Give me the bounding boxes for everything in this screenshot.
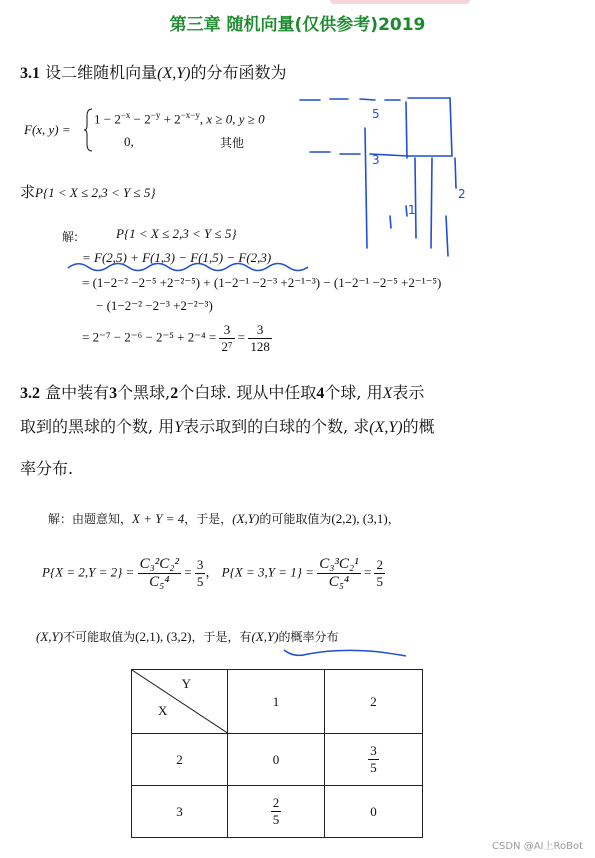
col-header: 2 — [324, 670, 422, 734]
fraction — [219, 322, 234, 355]
table-corner — [132, 670, 228, 734]
statement-text: 的分布函数为 — [190, 63, 287, 82]
numerator: 2 — [376, 557, 383, 572]
exp: −x — [120, 110, 131, 120]
sol-text: ，于是， — [184, 512, 233, 526]
table-cell: 0 — [324, 786, 422, 838]
separator: ， — [205, 564, 219, 580]
case-2-expr: 0, — [124, 134, 134, 149]
exp: −y — [150, 110, 161, 120]
col-header: 1 — [227, 670, 324, 734]
case1-expr: − 2 — [130, 111, 151, 127]
fraction — [317, 556, 360, 591]
left-brace — [84, 108, 94, 152]
equals: = — [184, 564, 192, 580]
numerator: 3 — [219, 322, 234, 339]
row-header: 3 — [132, 786, 228, 838]
corner-y: Y — [181, 676, 191, 691]
denominator: 128 — [250, 339, 270, 354]
row-header: 2 — [132, 734, 228, 786]
table-row — [132, 786, 423, 838]
numerator: 3 — [196, 557, 204, 572]
fraction — [368, 743, 379, 776]
note-line — [36, 628, 339, 645]
denominator: 5 — [196, 574, 204, 589]
sol-eq: X + Y = 4 — [132, 511, 185, 526]
fraction — [374, 557, 385, 590]
prob-lhs: P{X = 2,Y = 2} = — [42, 564, 135, 580]
vector-xy: (X,Y) — [157, 65, 191, 82]
solution-line-4: = 2⁻⁷ − 2⁻⁶ − 2⁻⁵ + 2⁻⁴ = $\frac{3}{\text{2⁷}}$ = $\frac{3}{128}$ — [82, 322, 270, 354]
statement-text: 个白球. 现从中任取 — [178, 383, 317, 402]
sketch-dash-y5 — [300, 99, 400, 100]
note-eq: (X,Y) — [36, 629, 64, 644]
denominator: 2⁷ — [221, 339, 233, 354]
numerator: 3 — [248, 322, 272, 339]
denominator: 5 — [272, 812, 280, 827]
case1-cond: , x ≥ 0, y ≥ 0 — [199, 111, 265, 127]
sketch-label: 3 — [372, 153, 380, 167]
denominator: 5 — [370, 760, 377, 775]
watermark: CSDN @AI上RoBot — [492, 841, 583, 852]
note-eq: (X,Y) — [251, 629, 279, 644]
case-1 — [94, 110, 265, 127]
numerator: C₃³C₂¹ — [319, 556, 359, 572]
ask-expr: P{1 < X ≤ 2,3 < Y ≤ 5} — [35, 185, 156, 200]
solution-line-2: = (1−2⁻² −2⁻⁵ +2⁻²⁻⁵) + (1−2⁻¹ −2⁻³ +2⁻¹⁻³) − (1−2⁻¹ −2⁻⁵ +2⁻¹⁻⁵) — [82, 275, 442, 290]
ask-prefix: 求 — [20, 183, 36, 201]
exp: −x−y — [180, 110, 200, 120]
var-x: X — [382, 385, 393, 402]
fraction — [138, 556, 181, 591]
problem-number: 3.1 — [20, 65, 40, 82]
table-cell — [324, 734, 422, 786]
solution-3-2-intro — [48, 510, 400, 527]
ask-line — [20, 181, 156, 202]
statement-text: 个球, 用 — [324, 383, 383, 402]
note-eq: (2,1), (3,2) — [135, 629, 192, 644]
F-lhs: F(x, y) = — [24, 122, 71, 137]
fraction — [248, 322, 272, 355]
solution-line-0: P{1 < X ≤ 2,3 < Y ≤ 5} — [116, 226, 237, 241]
chapter-title: 第三章 随机向量(仅供参考)2019 — [169, 15, 426, 35]
sol-eq: (X,Y) — [232, 511, 260, 526]
statement-text: 个黑球, — [117, 383, 171, 402]
sketch-label: 1 — [408, 203, 416, 217]
sol-text: ， — [387, 512, 400, 526]
sol-text: 解：由题意知， — [48, 512, 133, 526]
statement-text: 表示取到的白球的个数, 求 — [183, 417, 370, 436]
top-accent — [330, 0, 470, 4]
sol-text: 的可能取值为 — [259, 512, 332, 526]
note-text: ，于是，有 — [191, 630, 252, 644]
prob-lhs: P{X = 3,Y = 1} = — [221, 564, 314, 580]
underline-squiggle — [64, 258, 314, 274]
solution-label: 解: — [62, 230, 79, 244]
statement-number: 3 — [109, 385, 118, 402]
case-2-cond: 其他 — [220, 136, 245, 150]
statement-text: 盒中装有 — [45, 383, 110, 402]
numerator: 3 — [370, 743, 377, 758]
statement-text: 取到的黑球的个数, 用 — [20, 417, 175, 436]
vector-xy: (X,Y) — [369, 419, 403, 436]
note-text: 的概率分布 — [278, 630, 339, 644]
table-cell: 0 — [227, 734, 324, 786]
denominator: C₅⁴ — [149, 574, 170, 590]
sketch-label: 5 — [372, 107, 380, 121]
sol-eq: (2,2), (3,1) — [331, 511, 388, 526]
fraction — [271, 795, 282, 828]
problem-3-2-line-2 — [20, 414, 435, 437]
solution-line-1: = F(2,5) + F(1,3) − F(1,5) − F(2,3) — [82, 250, 272, 265]
probability-table — [131, 669, 423, 838]
probability-line — [42, 556, 385, 591]
solution-line-3: − (1−2⁻² −2⁻³ +2⁻²⁻³) — [96, 298, 213, 313]
note-text: 不可能取值为 — [63, 630, 136, 644]
numerator: C₃²C₂² — [139, 556, 180, 572]
case1-expr: + 2 — [160, 111, 181, 127]
case1-expr: 1 − 2 — [94, 111, 121, 127]
numerator: 2 — [272, 795, 280, 810]
statement-number: 2 — [170, 385, 179, 402]
corner-x: X — [158, 703, 168, 718]
fraction — [195, 557, 206, 590]
problem-3-2-line-1 — [20, 380, 424, 403]
denominator: C₅⁴ — [328, 574, 350, 590]
equals: = — [363, 564, 372, 580]
sketch-label: 2 — [458, 187, 466, 201]
statement-number: 4 — [316, 385, 325, 402]
corner-diagonal — [132, 670, 229, 734]
var-y: Y — [174, 419, 184, 436]
statement-text: 表示 — [392, 383, 425, 402]
table-cell — [227, 786, 324, 838]
top-bar — [0, 0, 595, 8]
problem-number: 3.2 — [20, 385, 40, 402]
hand-sketch — [290, 88, 475, 263]
table-row — [132, 734, 423, 786]
note-underline — [280, 644, 410, 662]
denominator: 5 — [376, 574, 383, 589]
statement-text: 的概 — [402, 417, 435, 436]
sketch-dash-y3 — [310, 152, 408, 156]
problem-3-2-line-3: 率分布. — [20, 459, 74, 478]
solution-line-4-expr: = 2⁻⁷ − 2⁻⁶ − 2⁻⁵ + 2⁻⁴ = — [82, 329, 217, 345]
statement-text: 设二维随机向量 — [45, 63, 158, 82]
problem-3-1-statement — [20, 60, 286, 83]
